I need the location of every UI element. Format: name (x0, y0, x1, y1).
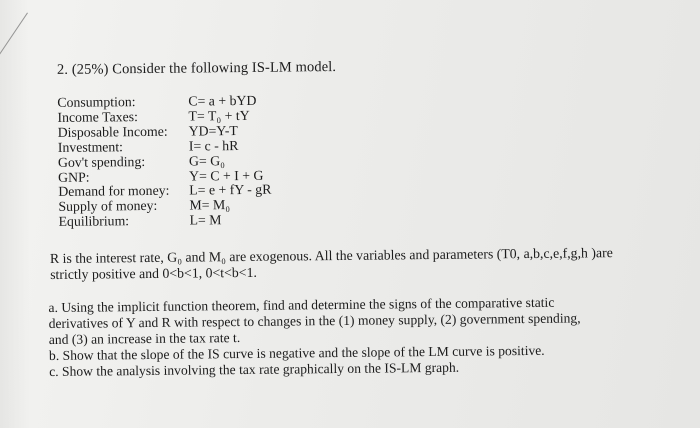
equation-formula: C= a + bYD (188, 92, 257, 109)
equation-formula: L= M (189, 212, 222, 228)
equation-formula: L= e + fY - gR (189, 182, 272, 198)
equation-formula: I= c - hR (188, 137, 239, 154)
equation-label: Supply of money: (58, 198, 158, 215)
equation-label: Disposable Income: (57, 123, 168, 140)
description-line: R is the interest rate, G₀ and M₀ are exogenous. All the variables and parameters (T0, a,b,c,e,f,g,h )are (49, 245, 613, 267)
equation-label: Equilibrium: (58, 213, 130, 230)
equation-formula: T= T₀ + tY (188, 107, 250, 124)
equation-label: Gov't spending: (57, 153, 146, 170)
equation-formula: YD=Y-T (188, 122, 238, 139)
equation-label: Investment: (57, 138, 124, 155)
question-a-line: derivatives of Y and R with respect to changes in the (1) money supply, (2) government spending, (48, 310, 581, 332)
description-line: strictly positive and 0<b<1, 0<t<b<1. (50, 264, 257, 283)
question-c: c. Show the analysis involving the tax rate graphically on the IS-LM graph. (49, 359, 460, 380)
equation-row-money-demand (58, 183, 271, 200)
equation-label: Consumption: (57, 94, 136, 110)
equation-formula: G= G₀ (188, 152, 226, 169)
question-b: b. Show that the slope of the IS curve is negative and the slope of the LM curve is positive. (48, 342, 545, 364)
problem-description (50, 245, 613, 283)
equation-formula: M= M₀ (189, 197, 231, 213)
equation-label: GNP: (58, 169, 90, 185)
question-a-line: and (3) an increase in the tax rate t. (48, 330, 241, 348)
equation-row-equilibrium (59, 213, 272, 230)
problem-title: 2. (25%) Consider the following IS-LM model. (56, 59, 337, 78)
equation-label: Demand for money: (58, 183, 170, 200)
model-equations (57, 94, 272, 230)
equation-formula: Y= C + I + G (189, 167, 264, 184)
question-list (48, 294, 649, 380)
equation-label: Income Taxes: (57, 108, 138, 125)
question-a-line: a. Using the implicit function theorem, find and determine the signs of the comparative static (48, 294, 555, 316)
